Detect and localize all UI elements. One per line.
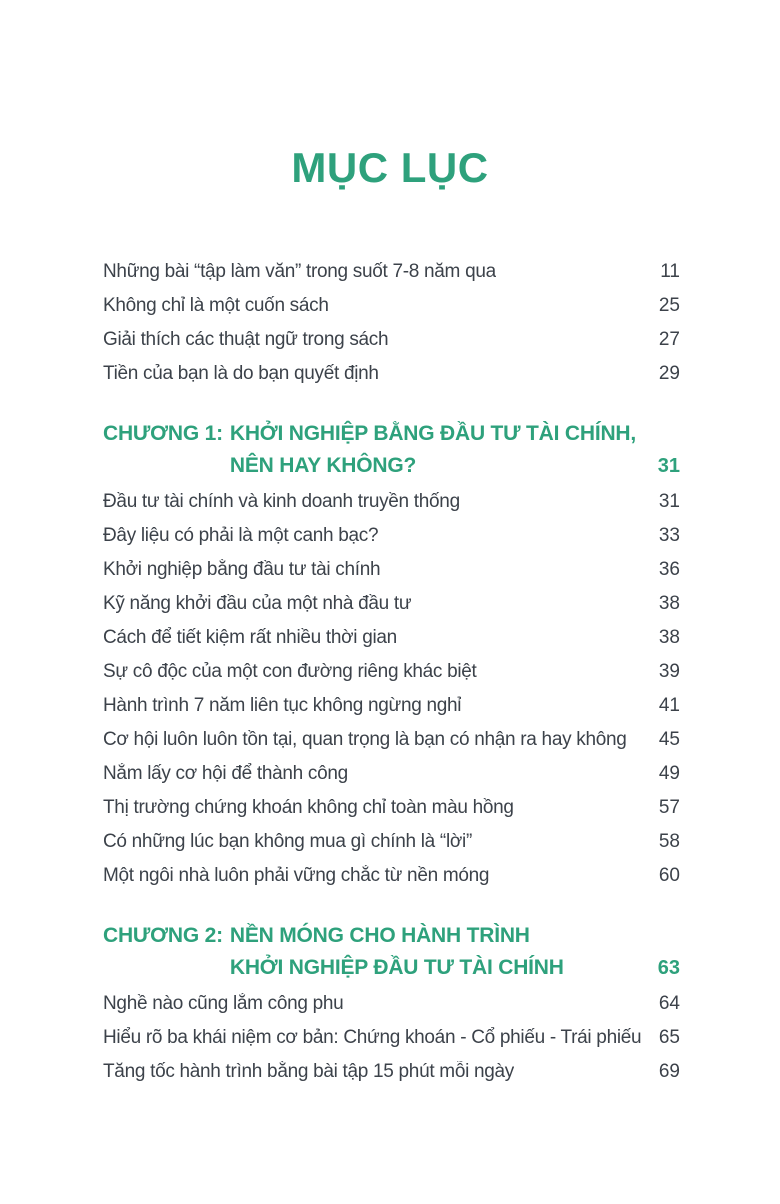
chapter-page-number: 31 [657,455,680,477]
toc-entry [103,825,680,859]
chapter-heading [103,920,680,984]
toc-entry [103,621,680,655]
chapter-page-number: 63 [657,957,680,979]
table-of-contents [103,255,680,1089]
chapter-heading-text [103,418,636,482]
toc-entry-page-number: 65 [658,1027,680,1048]
toc-entry [103,553,680,587]
toc-entry-label: Tăng tốc hành trình bằng bài tập 15 phút mỗi ngày [103,1061,514,1082]
toc-entry-page-number: 29 [658,363,680,384]
toc-entry-page-number: 39 [658,661,680,682]
toc-entry [103,791,680,825]
toc-entry [103,689,680,723]
toc-entry [103,655,680,689]
toc-entry [103,289,680,323]
toc-entry [103,323,680,357]
toc-entry-label: Đây liệu có phải là một canh bạc? [103,525,379,546]
toc-entry [103,723,680,757]
toc-entry [103,987,680,1021]
toc-entry-page-number: 36 [658,559,680,580]
toc-entry-label: Sự cô độc của một con đường riêng khác biệt [103,661,477,682]
toc-entry-page-number: 69 [658,1061,680,1082]
toc-entry [103,587,680,621]
chapter-number-label: CHƯƠNG 1: [103,422,223,445]
toc-entry-page-number: 64 [658,993,680,1014]
toc-entry-label: Thị trường chứng khoán không chỉ toàn màu hồng [103,797,514,818]
toc-entry [103,1055,680,1089]
toc-entry-label: Những bài “tập làm văn” trong suốt 7-8 năm qua [103,261,496,282]
toc-entry-page-number: 45 [658,729,680,750]
chapter-number-label: CHƯƠNG 2: [103,924,223,947]
toc-entry-label: Không chỉ là một cuốn sách [103,295,329,316]
toc-entry-page-number: 60 [658,865,680,886]
toc-entry-label: Tiền của bạn là do bạn quyết định [103,363,379,384]
toc-entry-page-number: 58 [658,831,680,852]
chapter-heading [103,418,680,482]
toc-entry-label: Giải thích các thuật ngữ trong sách [103,329,389,350]
chapter-heading-text [103,920,564,984]
toc-entry-page-number: 11 [660,261,680,282]
toc-entry-label: Nghề nào cũng lắm công phu [103,993,344,1014]
toc-entry [103,357,680,391]
toc-entry-page-number: 33 [658,525,680,546]
toc-entry [103,859,680,893]
toc-entry-label: Kỹ năng khởi đầu của một nhà đầu tư [103,593,412,614]
toc-entry [103,255,680,289]
chapter-title-line2: KHỞI NGHIỆP ĐẦU TƯ TÀI CHÍNH [229,956,564,979]
toc-entry-label: Hành trình 7 năm liên tục không ngừng nghỉ [103,695,462,716]
toc-entry-page-number: 57 [658,797,680,818]
toc-entry-label: Một ngôi nhà luôn phải vững chắc từ nền móng [103,865,490,886]
toc-entry [103,485,680,519]
toc-entry [103,1021,680,1055]
toc-entry [103,519,680,553]
toc-entry-label: Cách để tiết kiệm rất nhiều thời gian [103,627,397,648]
toc-entry-label: Hiểu rõ ba khái niệm cơ bản: Chứng khoán - Cổ phiếu - Trái phiếu [103,1027,642,1048]
toc-entry-page-number: 49 [658,763,680,784]
toc-entry-page-number: 38 [658,627,680,648]
toc-entry-page-number: 41 [658,695,680,716]
chapter-title-line1: NỀN MÓNG CHO HÀNH TRÌNH [229,924,530,947]
toc-entry-label: Khởi nghiệp bằng đầu tư tài chính [103,559,381,580]
chapter-title-line2: NÊN HAY KHÔNG? [229,454,417,477]
toc-entry-page-number: 38 [658,593,680,614]
toc-entry-label: Có những lúc bạn không mua gì chính là “lời” [103,831,472,852]
toc-entry [103,757,680,791]
chapter-title-line1: KHỞI NGHIỆP BẰNG ĐẦU TƯ TÀI CHÍNH, [229,422,637,445]
toc-entry-label: Nắm lấy cơ hội để thành công [103,763,348,784]
toc-entry-page-number: 31 [658,491,680,512]
page-title: MỤC LỤC [291,144,489,191]
toc-entry-label: Đầu tư tài chính và kinh doanh truyền thống [103,491,460,512]
toc-entry-label: Cơ hội luôn luôn tồn tại, quan trọng là bạn có nhận ra hay không [103,729,627,750]
toc-entry-page-number: 27 [658,329,680,350]
toc-entry-page-number: 25 [658,295,680,316]
